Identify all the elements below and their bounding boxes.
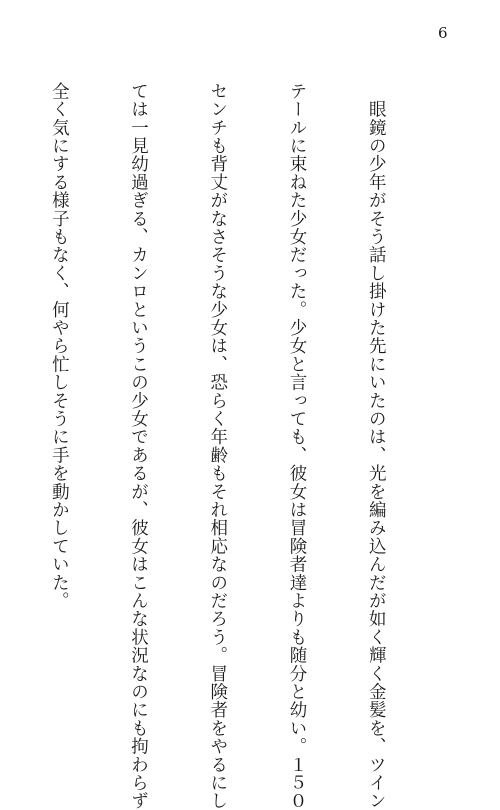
novel-text-body — [0, 82, 442, 810]
text-line: ては一見幼過ぎる、カンロというこの少女であるが、彼女はこんな状況なのにも拘わらず — [128, 82, 149, 810]
text-line: テールに束ねた少女だった。少女と言っても、彼女は冒険者達よりも随分と幼い。１５０ — [286, 82, 307, 810]
text-line: 全く気にする様子もなく、何やら忙しそうに手を動かしていた。 — [49, 82, 70, 610]
text-line: センチも背丈がなさそうな少女は、恐らく年齢もそれ相応なのだろう。冒険者をやるにし — [207, 82, 228, 810]
page-number: 6 — [438, 24, 448, 42]
text-line: 眼鏡の少年がそう話し掛けた先にいたのは、光を編み込んだが如く輝く金髪を、ツイン — [366, 82, 387, 810]
